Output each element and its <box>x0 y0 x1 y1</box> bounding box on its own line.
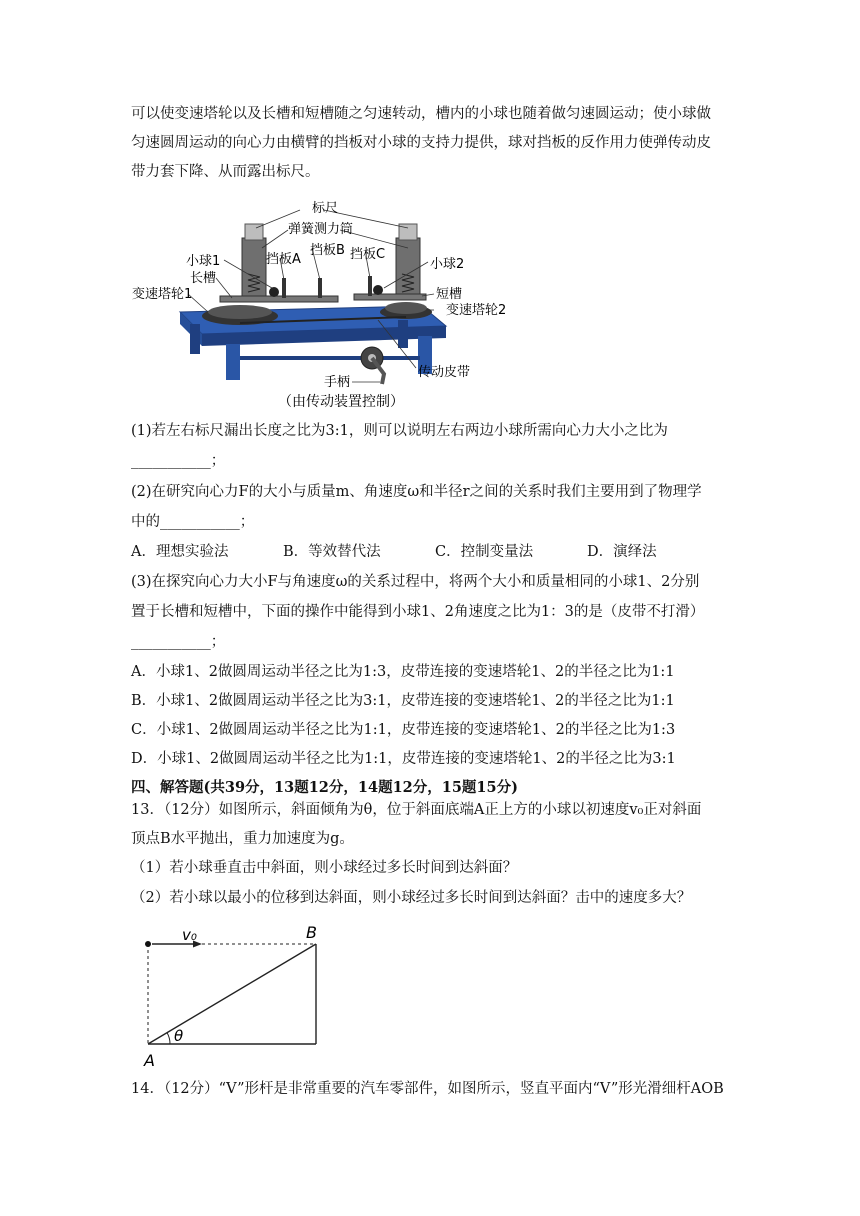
label-plate-a: 挡板A <box>266 252 301 267</box>
centripetal-apparatus-figure <box>128 196 528 414</box>
label-ruler: 标尺 <box>312 201 339 216</box>
q12-p2-line-1: (2)在研究向心力F的大小与质量m、角速度ω和半径r之间的关系时我们主要用到了物理学 <box>131 484 702 500</box>
table-leg <box>226 344 240 380</box>
q13-line-1: 13．（12分）如图所示，斜面倾角为θ，位于斜面底端A正上方的小球以初速度v₀正对斜面 <box>131 802 702 818</box>
q12-p3-option-d: D．小球1、2做圆周运动半径之比为1:1，皮带连接的变速塔轮1、2的半径之比为3:1 <box>131 751 676 767</box>
q12-p3-line-1: (3)在探究向心力大小F与角速度ω的关系过程中，将两个大小和质量相同的小球1、2分别 <box>131 574 700 590</box>
label-plate-c: 挡板C <box>350 247 386 262</box>
section-4-title: 四、解答题(共39分，13题12分，14题12分，15题15分) <box>131 779 518 796</box>
label-belt: 传动皮带 <box>418 365 471 380</box>
q12-p2-option-b: B．等效替代法 <box>283 544 381 560</box>
ball-1 <box>269 287 279 297</box>
ball-2 <box>373 285 383 295</box>
label-wheel-2: 变速塔轮2 <box>446 303 507 318</box>
q12-p2-option-d: D．演绎法 <box>587 544 657 560</box>
figure-caption: （由传动装置控制） <box>278 394 404 410</box>
q12-p3-line-2: 置于长槽和短槽中，下面的操作中能得到小球1、2角速度之比为1：3的是（皮带不打滑） <box>131 604 705 620</box>
q12-p3-option-c: C．小球1、2做圆周运动半径之比为1:1，皮带连接的变速塔轮1、2的半径之比为1:3 <box>131 722 676 738</box>
q13-line-2: 顶点B水平抛出，重力加速度为g。 <box>131 831 354 847</box>
label-short-groove: 短槽 <box>436 287 463 302</box>
q12-p2-option-a: A．理想实验法 <box>131 544 229 560</box>
label-a: A <box>144 1051 155 1070</box>
plate-b <box>318 278 322 298</box>
label-b: B <box>306 923 317 942</box>
q12-p1-line-1: (1)若左右标尺漏出长度之比为3:1，则可以说明左右两边小球所需向心力大小之比为 <box>131 423 668 439</box>
ball-point <box>145 941 151 947</box>
q12-p3-option-a: A．小球1、2做圆周运动半径之比为1:3，皮带连接的变速塔轮1、2的半径之比为1:1 <box>131 664 675 680</box>
q13-sub-2: （2）若小球以最小的位移到达斜面，则小球经过多长时间到达斜面？击中的速度多大？ <box>131 890 692 906</box>
intro-line-1: 可以使变速塔轮以及长槽和短槽随之匀速转动，槽内的小球也随着做匀速圆运动；使小球做 <box>131 106 711 122</box>
intro-line-2: 匀速圆周运动的向心力由横臂的挡板对小球的支持力提供，球对挡板的反作用力使弹传动皮 <box>131 135 711 151</box>
label-spring: 弹簧测力筒 <box>288 222 354 237</box>
label-handle: 手柄 <box>324 375 351 390</box>
q12-p3-answer-blank: ___________； <box>131 634 226 650</box>
label-theta: θ <box>174 1027 184 1045</box>
q12-p2-option-c: C．控制变量法 <box>435 544 534 560</box>
incline-figure <box>130 918 330 1072</box>
plate-a <box>282 278 286 298</box>
label-ball-1: 小球1 <box>186 254 221 269</box>
q12-p1-answer-blank: ___________； <box>131 453 226 469</box>
plate-c <box>368 276 372 296</box>
label-ball-2: 小球2 <box>430 257 465 272</box>
q12-p2-line-2: 中的___________； <box>131 514 255 530</box>
q12-p3-option-b: B．小球1、2做圆周运动半径之比为3:1，皮带连接的变速塔轮1、2的半径之比为1:1 <box>131 693 675 709</box>
q13-sub-1: （1）若小球垂直击中斜面，则小球经过多长时间到达斜面？ <box>131 860 518 876</box>
spring-cylinder-right <box>396 238 420 294</box>
short-groove <box>354 294 426 300</box>
q14-line-1: 14．（12分）“V”形杆是非常重要的汽车零部件，如图所示，竖直平面内“V”形光滑细杆AOB <box>131 1081 724 1097</box>
label-long-groove: 长槽 <box>190 271 217 286</box>
label-wheel-1: 变速塔轮1 <box>132 287 193 302</box>
label-v0: v₀ <box>182 926 197 944</box>
intro-line-3: 带力套下降、从而露出标尺。 <box>131 164 320 180</box>
label-plate-b: 挡板B <box>310 243 345 258</box>
